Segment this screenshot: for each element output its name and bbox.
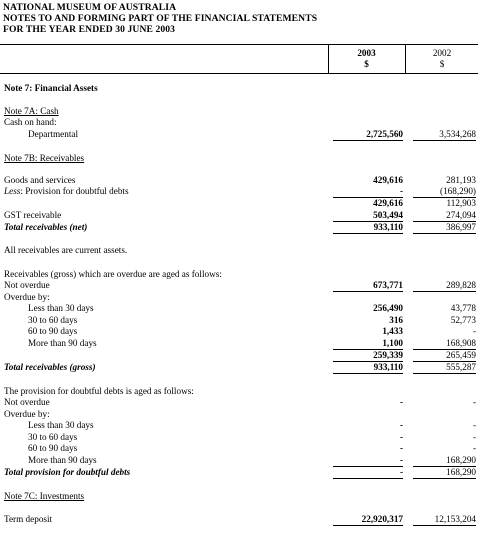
net-goods-2003: 429,616 bbox=[373, 198, 403, 208]
provision-2003: - bbox=[399, 186, 403, 196]
aged-row-2002: - bbox=[472, 326, 476, 336]
prov-row-label: Less than 30 days bbox=[28, 420, 94, 430]
provision-intro: The provision for doubtful debts is aged as follows: bbox=[4, 386, 194, 396]
aged-subtotal-2003: 259,339 bbox=[373, 350, 403, 360]
statement-title: NOTES TO AND FORMING PART OF THE FINANCIAL STATEMENTS bbox=[3, 13, 318, 24]
prov-row-2002: - bbox=[472, 443, 476, 453]
statement-period: FOR THE YEAR ENDED 30 JUNE 2003 bbox=[3, 24, 176, 35]
not-overdue-2002: 289,828 bbox=[446, 280, 476, 290]
aged-row-2002: 52,773 bbox=[450, 315, 476, 325]
aged-row-2002: 168,908 bbox=[446, 338, 476, 348]
prov-not-overdue-2003: - bbox=[399, 397, 403, 407]
gst-receivable-2002: 274,094 bbox=[446, 210, 476, 220]
term-deposit-label: Term deposit bbox=[4, 514, 53, 524]
not-overdue-2003: 673,771 bbox=[373, 280, 403, 290]
subtotal-rule bbox=[333, 466, 403, 467]
departmental-label: Departmental bbox=[28, 129, 78, 139]
goods-services-2003: 429,616 bbox=[373, 175, 403, 185]
total-rule bbox=[413, 140, 476, 141]
column-year-2002: 2002 bbox=[432, 48, 452, 58]
aged-row-label: More than 90 days bbox=[28, 338, 97, 348]
prov-row-label: 30 to 60 days bbox=[28, 432, 78, 442]
aged-row-label: 60 to 90 days bbox=[28, 326, 78, 336]
total-receivables-net-2003: 933,110 bbox=[373, 222, 403, 232]
prov-row-2002: - bbox=[472, 420, 476, 430]
aged-row-label: Less than 30 days bbox=[28, 303, 94, 313]
org-name: NATIONAL MUSEUM OF AUSTRALIA bbox=[3, 2, 177, 13]
term-deposit-2003: 22,920,317 bbox=[361, 514, 403, 524]
column-year-2003: 2003 bbox=[357, 48, 376, 58]
prov-row-2003: - bbox=[399, 455, 403, 465]
prov-row-2003: - bbox=[399, 443, 403, 453]
departmental-2002: 3,534,268 bbox=[439, 129, 476, 139]
prov-not-overdue-2002: - bbox=[472, 397, 476, 407]
total-rule bbox=[333, 373, 403, 374]
prov-row-2002: - bbox=[472, 432, 476, 442]
total-rule bbox=[413, 525, 476, 526]
prov-row-label: 60 to 90 days bbox=[28, 443, 78, 453]
total-receivables-net-label: Total receivables (net) bbox=[4, 222, 88, 232]
prov-overdue-by-label: Overdue by: bbox=[4, 409, 50, 419]
aged-row-2003: 1,433 bbox=[382, 326, 403, 336]
provision-2002: (168,290) bbox=[440, 186, 476, 196]
total-provision-2002: 168,290 bbox=[446, 467, 476, 477]
total-receivables-gross-2002: 555,287 bbox=[446, 362, 476, 372]
note7b-title: Note 7B: Receivables bbox=[4, 153, 85, 163]
total-receivables-gross-2003: 933,110 bbox=[373, 362, 403, 372]
aged-row-label: 30 to 60 days bbox=[28, 315, 78, 325]
aged-intro: Receivables (gross) which are overdue are aged as follows: bbox=[4, 269, 222, 279]
prov-row-2002: 168,290 bbox=[446, 455, 476, 465]
total-provision-2003: - bbox=[399, 467, 403, 477]
departmental-2003: 2,725,560 bbox=[366, 129, 403, 139]
prov-row-label: More than 90 days bbox=[28, 455, 97, 465]
total-rule bbox=[413, 233, 476, 234]
total-provision-label: Total provision for doubtful debts bbox=[4, 467, 131, 477]
total-receivables-net-2002: 386,997 bbox=[446, 222, 476, 232]
aged-subtotal-2002: 265,459 bbox=[446, 350, 476, 360]
column-unit-2002: $ bbox=[439, 59, 445, 69]
goods-services-label: Goods and services bbox=[4, 175, 76, 185]
net-goods-2002: 112,903 bbox=[446, 198, 476, 208]
aged-row-2002: 43,778 bbox=[450, 303, 476, 313]
note7c-title: Note 7C: Investments bbox=[4, 491, 85, 501]
gst-receivable-label: GST receivable bbox=[4, 210, 62, 220]
overdue-by-label: Overdue by: bbox=[4, 292, 50, 302]
column-unit-2003: $ bbox=[364, 59, 369, 69]
total-receivables-gross-label: Total receivables (gross) bbox=[4, 362, 96, 372]
aged-row-2003: 1,100 bbox=[382, 338, 403, 348]
prov-row-2003: - bbox=[399, 432, 403, 442]
provision-label: Less: Provision for doubtful debts bbox=[4, 186, 129, 196]
prov-row-2003: - bbox=[399, 420, 403, 430]
total-rule bbox=[333, 525, 403, 526]
subtotal-rule bbox=[413, 291, 476, 292]
gst-receivable-2003: 503,494 bbox=[373, 210, 403, 220]
subtotal-rule bbox=[333, 291, 403, 292]
total-rule bbox=[413, 373, 476, 374]
goods-services-2002: 281,193 bbox=[446, 175, 476, 185]
cash-on-hand-label: Cash on hand: bbox=[4, 117, 57, 127]
aged-row-2003: 316 bbox=[389, 315, 403, 325]
total-rule bbox=[413, 478, 476, 479]
total-rule bbox=[333, 140, 403, 141]
total-rule bbox=[333, 233, 403, 234]
prov-not-overdue-label: Not overdue bbox=[4, 397, 50, 407]
aged-row-2003: 256,490 bbox=[373, 303, 403, 313]
current-assets-note: All receivables are current assets. bbox=[4, 245, 128, 255]
total-rule bbox=[333, 478, 403, 479]
not-overdue-label: Not overdue bbox=[4, 280, 50, 290]
term-deposit-2002: 12,153,204 bbox=[434, 514, 476, 524]
note7-title: Note 7: Financial Assets bbox=[4, 83, 98, 93]
note7a-title: Note 7A: Cash bbox=[4, 106, 59, 116]
